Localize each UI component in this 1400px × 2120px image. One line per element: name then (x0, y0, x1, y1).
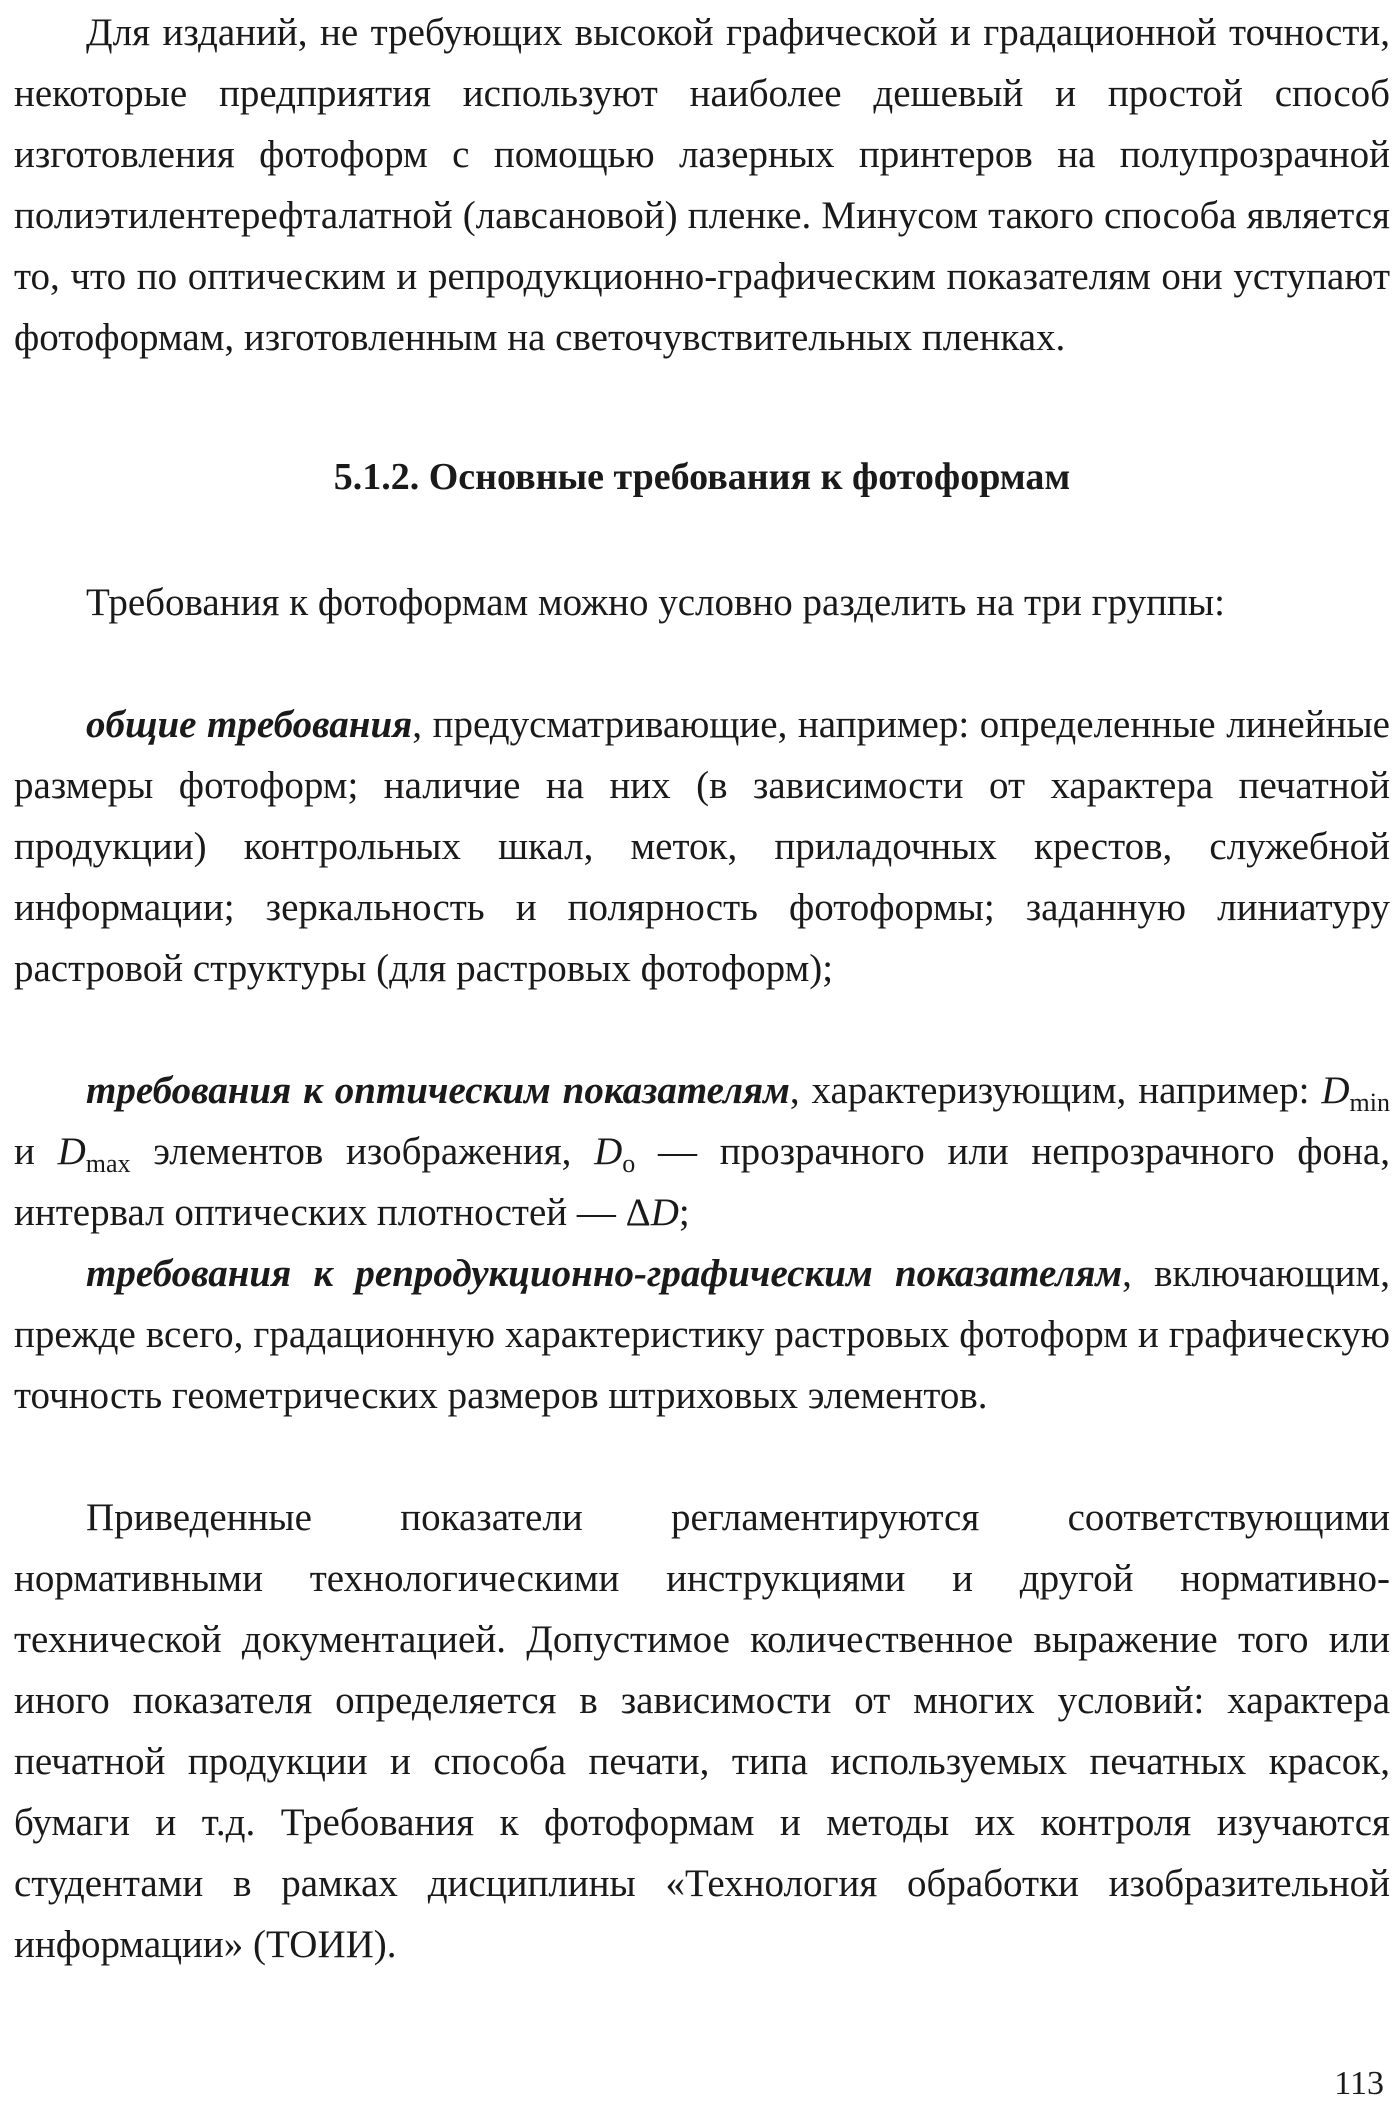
optical-requirements-text-1: , характеризующим, например: (789, 1069, 1322, 1112)
optical-requirements-text-end: ; (678, 1191, 690, 1234)
book-page (14, 0, 1390, 2120)
section-heading: 5.1.2. Основные требования к фотоформам (333, 456, 1071, 498)
optical-and-word: и (14, 1130, 58, 1173)
d-min-symbol: D (1321, 1069, 1350, 1112)
d-o-subscript: o (622, 1149, 636, 1178)
closing-paragraph: Приведенные показатели регламентируются соответствующими нормативными технологическими инструкциями и другой нормативно-технической документацией. Допустимое количественное выражение того или иного показателя определяется в зависимости от многих условий: характера печатной продукции и способа печати, типа используемых печатных красок, бумаги и т.д. Требования к фотоформам и методы их контроля изучаются студентами в рамках дисциплины «Технология обработки изобразительной информации» (ТОИИ). (14, 1496, 1390, 1966)
optical-requirements-text-3: — прозрачного или непрозрачного фона, интервал оптических плотностей — Δ (14, 1130, 1390, 1234)
d-max-subscript: max (85, 1149, 131, 1178)
repro-requirements-paragraph (14, 1243, 1390, 1426)
page-number: 113 (1334, 2065, 1384, 2102)
general-requirements-term: общие требования (86, 703, 413, 746)
repro-requirements-term: требования к репродукционно-графическим показателям (86, 1252, 1123, 1295)
optical-requirements-term: требования к оптическим показателям (86, 1069, 790, 1112)
general-requirements-text: , предусматривающие, например: определенные линейные размеры фотоформ; наличие на них (в зависимости от характера печатной продукции) контрольных шкал, меток, приладочных крестов, служебной информации; зеркальность и полярность фотоформы; заданную линиатуру растровой структуры (для растровых фотоформ); (14, 703, 1390, 990)
optical-requirements-text-2: элементов изображения, (130, 1130, 595, 1173)
groups-intro-paragraph: Требования к фотоформам можно условно разделить на три группы: (86, 581, 1225, 624)
d-max-symbol: D (57, 1130, 86, 1173)
general-requirements-paragraph (14, 694, 1390, 999)
optical-requirements-paragraph (14, 1060, 1390, 1243)
delta-d-symbol: D (650, 1191, 679, 1234)
d-o-symbol: D (594, 1130, 623, 1173)
intro-paragraph: Для изданий, не требующих высокой графической и градационной точности, некоторые предприятия используют наиболее дешевый и простой способ изготовления фотоформ с помощью лазерных принтеров на полупрозрачной полиэтилентерефталатной (лавсановой) пленке. Минусом такого способа является то, что по оптическим и репродукционно-графическим показателям они уступают фотоформам, изготовленным на светочувствительных пленках. (14, 11, 1390, 359)
repro-requirements-text: , включающим, прежде всего, градационную характеристику растровых фотоформ и графическую точность геометрических размеров штриховых элементов. (14, 1252, 1390, 1417)
d-min-subscript: min (1349, 1088, 1390, 1117)
